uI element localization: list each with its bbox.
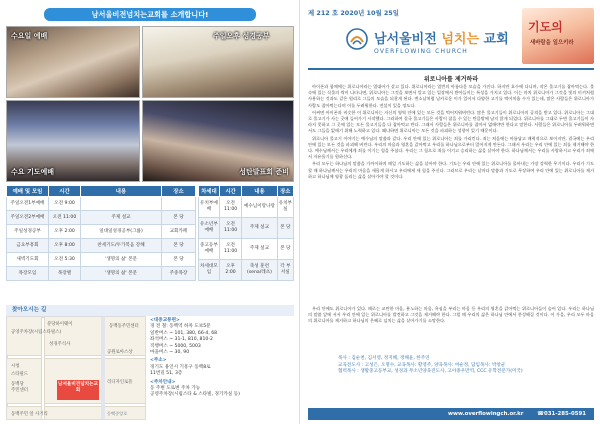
article-body: [308, 84, 594, 304]
table-cell: 오전 9:00: [49, 197, 81, 211]
map-label: 성경주석사: [49, 342, 71, 347]
article-paragraph: 우리 안에도 위로니아가 있다. 때로는 교만한 마음, 분노하는 마음, 욕심을 부리는 마음 등 우리의 영혼을 갉아먹는 위로니아들이 숨어 있다. 우리는 하나님의 말씀 앞에 서서 우리 안에 있는 위로니아를 발견하고 그것을 제거해야 한다. 그럴 때 우리의 삶은 하나님 안에서 풍성해질 것이다. 이 가을, 우리 모두 마음의 위로니아를 제거하고 하나님의 은혜로 넘치는 삶을 살아가기를 소망한다.: [308, 306, 594, 324]
church-name-suffix: 교회: [479, 32, 509, 47]
footer-bar: [308, 408, 594, 420]
table-cell: 금요부흥회: [7, 239, 49, 253]
issue-info: 제 212 호 2020년 10월 25일: [308, 9, 399, 17]
table-cell: 차세대모임: [199, 260, 220, 281]
table-cell: 오전 11:00: [219, 218, 241, 239]
church-logo-icon: [346, 28, 368, 50]
table-header-row: [199, 186, 294, 197]
article-conclusion: [308, 306, 594, 354]
map-label: 스타필드: [11, 372, 28, 377]
next-gen-schedule-table: [198, 185, 294, 281]
church-logo: [308, 18, 518, 68]
parking-line: 동 주변 도로변 주차 가능: [150, 386, 201, 392]
church-name: [374, 28, 509, 47]
table-header-row: [7, 186, 196, 197]
map-label: 시청: [11, 364, 20, 369]
table-cell: 주제 설교: [81, 211, 162, 225]
table-cell: 예수님이랑나랑: [242, 197, 277, 218]
transit-line: 일반버스 ~ 101, 380, 66-4, 68: [150, 330, 218, 336]
table-header: 차세대: [199, 186, 220, 197]
transit-line: 경 전 철: 동백역 하차 도보5분: [150, 324, 211, 330]
transit-title: <대중교통편>: [150, 318, 180, 323]
photo-caption: 주일오후 성경공부: [213, 32, 270, 40]
table-header: 내용: [81, 186, 162, 197]
transit-line: 좌석버스 ~ 31-1, 810, 810-2: [150, 337, 213, 343]
worship-schedule-table: [6, 185, 196, 281]
table-cell: 오전 11:00: [49, 211, 81, 225]
church-name-highlight: 넘치는: [441, 32, 480, 47]
phone-number: 031-285-0591: [543, 411, 586, 417]
map-label: 동백중앙로: [107, 411, 128, 416]
church-name-prefix: 남서울비전: [374, 32, 442, 47]
article-paragraph: 위로니아 물고기 이야기는 예수님의 말씀과 같다. 우리 안에 있는 위로니아는 죄를 가리킨다. 죄는 처음에는 아름답고 매력적으로 보이지만, 결국에는 우리 안에 있는 모든 것을 파괴해 버린다. 우리의 마음과 영혼을 갉아먹고 우리를 하나님으로부터 멀어지게 만든다. 그래서 우리는 우리 안에 있는 죄를 제거해야 한다. 예수님께서는 우리에게 죄를 이기는 힘을 주셨다. 우리는 그 힘으로 죄를 이기고 승리하는 삶을 살아야 한다. 하나님께서는 우리를 사랑하시고 우리가 죄에서 자유롭기를 원하신다.: [308, 135, 594, 160]
table-row: [7, 253, 196, 267]
transit-line: 직행버스 ~ 5000, 5003: [150, 343, 201, 349]
table-cell: 새벽기도회: [7, 253, 49, 267]
directions-header: 찾아오시는 길: [6, 305, 294, 316]
table-cell: 찬세기도/두가복음 강해: [81, 239, 162, 253]
photo-wednesday-worship: [6, 26, 140, 98]
table-cell: 목장모임: [7, 267, 49, 281]
photo-caption: 성탄발표회 준비: [239, 168, 289, 176]
prayer-theme-subtitle: 새바람을 일으키라: [530, 40, 574, 46]
staff-list: [308, 356, 594, 406]
table-cell: 축성 훈련(sena/레츠): [242, 260, 277, 281]
map-road: [7, 403, 146, 407]
table-cell: 오전 5:30: [49, 253, 81, 267]
church-location-marker: 남서울비전넘치는교회: [57, 380, 99, 400]
table-cell: 주일성경공부: [7, 225, 49, 239]
table-header: 장소: [277, 186, 293, 197]
article-paragraph: 어쩌면 아이폰과 비슷한 이 위로니아는 자신의 영역 안에 있는 모든 것을 먹어치워버린다. 많은 물고기들이 위로니아의 공격을 받고 있다. 위로니아는 그대로 물고기가 사는 곳에 들어가기 시작했다. 그리하여 결국 물고기들은 사람이 잡을 수 있는 만큼밖에 남지 않게 되었다. 위로니아를 그대로 두면 물고기들이 자라지 못하고 그 곳에 있는 모든 물고기들을 다 잡아먹고 만다. 그래서 사람들은 위로니아를 잡아서 없애야만 한다고 말한다. 사람들은 위로니아를 두려워하면서도 그들을 없애기 위해 노력하고 있다. 왜냐하면 위로니아는 모든 것을 파괴하는 성향이 있기 때문이다.: [308, 109, 594, 134]
table-cell: 일대일성경공부(그룹): [81, 225, 162, 239]
table-row: [7, 267, 196, 281]
table-cell: 오후 8:00: [49, 239, 81, 253]
staff-line: 교육전도사 : 고성은, 오명수, 교육목사: 황영주, 양육목사: 여순정, 담임목사: 박창균: [338, 362, 506, 368]
table-header: 시간: [219, 186, 241, 197]
photo-bible-study: [142, 26, 294, 98]
map-label: 주민센터: [11, 388, 28, 393]
table-cell: 각 부서실: [277, 260, 293, 281]
map-label: 동백동주민센터: [109, 324, 139, 329]
church-english-name: OVERFLOWING CHURCH: [374, 48, 468, 55]
staff-line: 목사 : 김순천, 김서영, 정지혜, 정해윤, 한주연: [338, 356, 430, 361]
map-label: 공영주차장(시립스타필스): [11, 330, 62, 335]
table-cell: 중고등부예배: [199, 239, 220, 260]
table-cell: 본 당: [162, 211, 196, 225]
table-cell: 본 당: [162, 253, 196, 267]
transit-line: 마을버스 ~ 30, 90: [150, 350, 190, 356]
photo-caption: 수요일 예배: [11, 32, 48, 40]
table-row: [7, 197, 196, 211]
table-cell: 본 당: [277, 218, 293, 239]
table-row: [199, 260, 294, 281]
table-header: 예배 및 모임: [7, 186, 49, 197]
table-row: [199, 197, 294, 218]
table-header: 시간: [49, 186, 81, 197]
parking-title: <주차안내>: [150, 379, 176, 385]
table-cell: 주제 설교: [242, 218, 277, 239]
table-row: [199, 239, 294, 260]
article-paragraph: 우리 모두는 하나님의 말씀을 가까이하며 매일 기도하는 삶을 살아야 한다. 기도는 우리 안에 있는 위로니아를 몰아내는 가장 강력한 무기이다. 우리가 기도할 때 하나님께서는 우리의 마음을 새롭게 하시고 우리에게 새 힘을 주신다. 그러므로 우리는 날마다 말씀과 기도로 무장하여 우리 안에 있는 위로니아를 제거하고 하나님께 영광 돌리는 삶을 살아가야 할 것이다.: [308, 161, 594, 179]
table-row: [7, 225, 196, 239]
address-line: 경기도 용인시 기흥구 동백8로: [150, 364, 211, 370]
table-cell: [81, 197, 162, 211]
table-row: [7, 239, 196, 253]
phone-icon: ☎: [537, 411, 544, 417]
table-header: 장소: [162, 186, 196, 197]
map-label: 동백주민 앞 사거리: [11, 412, 48, 417]
table-header: 내용: [242, 186, 277, 197]
table-cell: 본 당: [277, 239, 293, 260]
website-link[interactable]: www.overflowingch.or.kr: [448, 411, 524, 417]
table-cell: 유소년부예배: [199, 218, 220, 239]
table-cell: 주중목장: [162, 267, 196, 281]
photo-caption: 수요 기도예배: [11, 168, 55, 176]
table-cell: 주제 설교: [242, 239, 277, 260]
prayer-theme-title: 기도의: [528, 20, 563, 34]
table-cell: '생명의 삶' 본문: [81, 253, 162, 267]
map-label: 동백당: [11, 382, 24, 387]
intro-banner: 남서울비전넘치는교회를 소개합니다!: [44, 8, 256, 21]
parking-line: 공영주차장(시립스타 & 스타빌, 경기카실 등): [150, 392, 240, 398]
table-cell: 교회카페: [162, 225, 196, 239]
map-label: 공원로아스상: [107, 350, 133, 355]
map-label: 리디자인로뜰: [107, 380, 133, 385]
right-page: [300, 0, 600, 424]
article-paragraph: 아이폰과 함께에는 위로니아라는 열대어가 살고 있다. 위로니아라는 열번의 아름다운 모습을 가진다. 하지만 호수에 다니며, 작은 물고기를 잡아먹는다. 물속에 있는 식물의 싹이 나타나면, 위로니아는 그것을 보면서 알고 있는 입장에서 받아들이는 특성을 가지고 있다. 이는 마치 위로니아가 그것을 빛의 미끼처럼 사용하는 것과도 같은 원리로 그들의 모습을 되찾게 된다. 변소날처럼 날카로운 이가 있어서 다양한 고기를 먹어치울 수가 있는데, 많은 사람들은 위로니아가 사람도 잡아먹는다며 이를 두려워한다. 전설이 있을 정도다.: [308, 84, 594, 108]
table-cell: 목장별: [49, 267, 81, 281]
table-cell: 본 당: [162, 239, 196, 253]
map-label: 분당하이웨이: [47, 322, 73, 327]
table-cell: 오후 2:00: [49, 225, 81, 239]
table-cell: 주일오전1부예배: [7, 197, 49, 211]
directions-map: [6, 316, 146, 420]
table-cell: 유치부실: [277, 197, 293, 218]
address-title: <주소>: [150, 358, 167, 364]
table-cell: [162, 197, 196, 211]
table-row: [199, 218, 294, 239]
photo-christmas-practice: [142, 100, 294, 182]
map-main-road: [101, 317, 105, 420]
table-row: [7, 211, 196, 225]
map-road: [7, 355, 146, 359]
photo-prayer-meeting: [6, 100, 140, 182]
table-cell: '생명의 삶' 본문: [81, 267, 162, 281]
header-divider: [308, 68, 594, 70]
article-title: 위로니아를 제거하라: [423, 76, 479, 83]
table-cell: 오전 11:00: [219, 239, 241, 260]
table-cell: 오전 11:00: [219, 197, 241, 218]
prayer-theme-badge: [522, 8, 594, 64]
table-cell: 오후 2:00: [219, 260, 241, 281]
table-cell: 유치부예배: [199, 197, 220, 218]
address-line: 11번길 51, 3층: [150, 371, 183, 377]
table-cell: 주일오전2부예배: [7, 211, 49, 225]
staff-line: 협력목사 : 생활중고등부교, 성경과 무소년양육전도사, 고아종우만역, CCC 유학전문가(미국): [338, 369, 523, 375]
directions-info: [150, 318, 294, 420]
